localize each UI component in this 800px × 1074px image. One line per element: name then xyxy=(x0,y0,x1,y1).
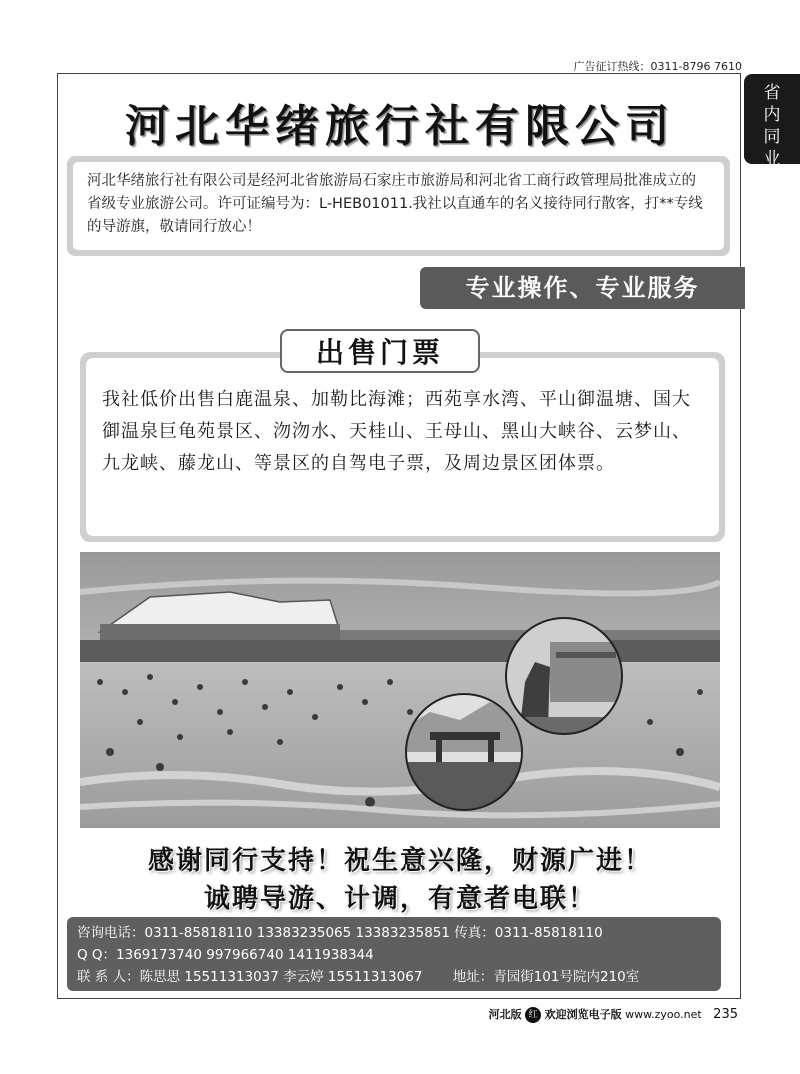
page-footer xyxy=(489,1006,738,1023)
company-title: 河北华绪旅行社有限公司 xyxy=(125,101,675,152)
recruitment-slogan: 诚聘导游、计调，有意者电联！ xyxy=(203,884,596,914)
slogan-banner: 专业操作、专业服务 xyxy=(420,267,745,309)
website-link[interactable]: www.zyoo.net xyxy=(625,1008,702,1021)
contact-persons: 联 系 人：陈思思 15511313037 李云婷 15511313067 xyxy=(77,969,423,985)
contact-qq: Q Q：1369173740 997966740 1411938344 xyxy=(77,947,374,963)
ticket-box xyxy=(80,352,725,542)
contact-phones: 咨询电话：0311-85818110 13383235065 13383235851 传真：0311-85818110 xyxy=(77,925,603,941)
edition-label: 河北版 xyxy=(488,1008,522,1021)
contact-persons-row xyxy=(77,966,711,988)
section-tab xyxy=(744,74,800,169)
contact-address: 地址：青园街101号院内210室 xyxy=(452,969,640,985)
browse-prompt: 欢迎浏览电子版 xyxy=(544,1008,622,1021)
ticket-description: 我社低价出售白鹿温泉、加勒比海滩；西苑享水湾、平山御温塘、国大御温泉巨龟苑景区、沕沕水、天桂山、王母山、黑山大峡谷、云梦山、九龙峡、藤龙山、等景区的自驾电子票，及周边景区团体票。 xyxy=(86,358,719,536)
intro-box xyxy=(67,156,730,256)
page-number: 235 xyxy=(713,1007,738,1022)
contact-box xyxy=(67,917,721,991)
brand-badge-icon: 红 xyxy=(525,1007,541,1023)
ticket-title: 出售门票 xyxy=(280,329,480,373)
section-tab-label: 省内同业 xyxy=(763,83,781,169)
water-park-photo xyxy=(80,552,720,828)
intro-text: 河北华绪旅行社有限公司是经河北省旅游局石家庄市旅游局和河北省工商行政管理局批准成立的省级专业旅游公司。许可证编号为：L-HEB01011.我社以直通车的名义接待同行散客，打**专线的导游旗，敬请同行放心！ xyxy=(73,162,724,250)
thanks-slogan: 感谢同行支持！祝生意兴隆，财源广进！ xyxy=(147,846,652,876)
ad-hotline: 广告征订热线：0311-8796 7610 xyxy=(573,60,742,73)
